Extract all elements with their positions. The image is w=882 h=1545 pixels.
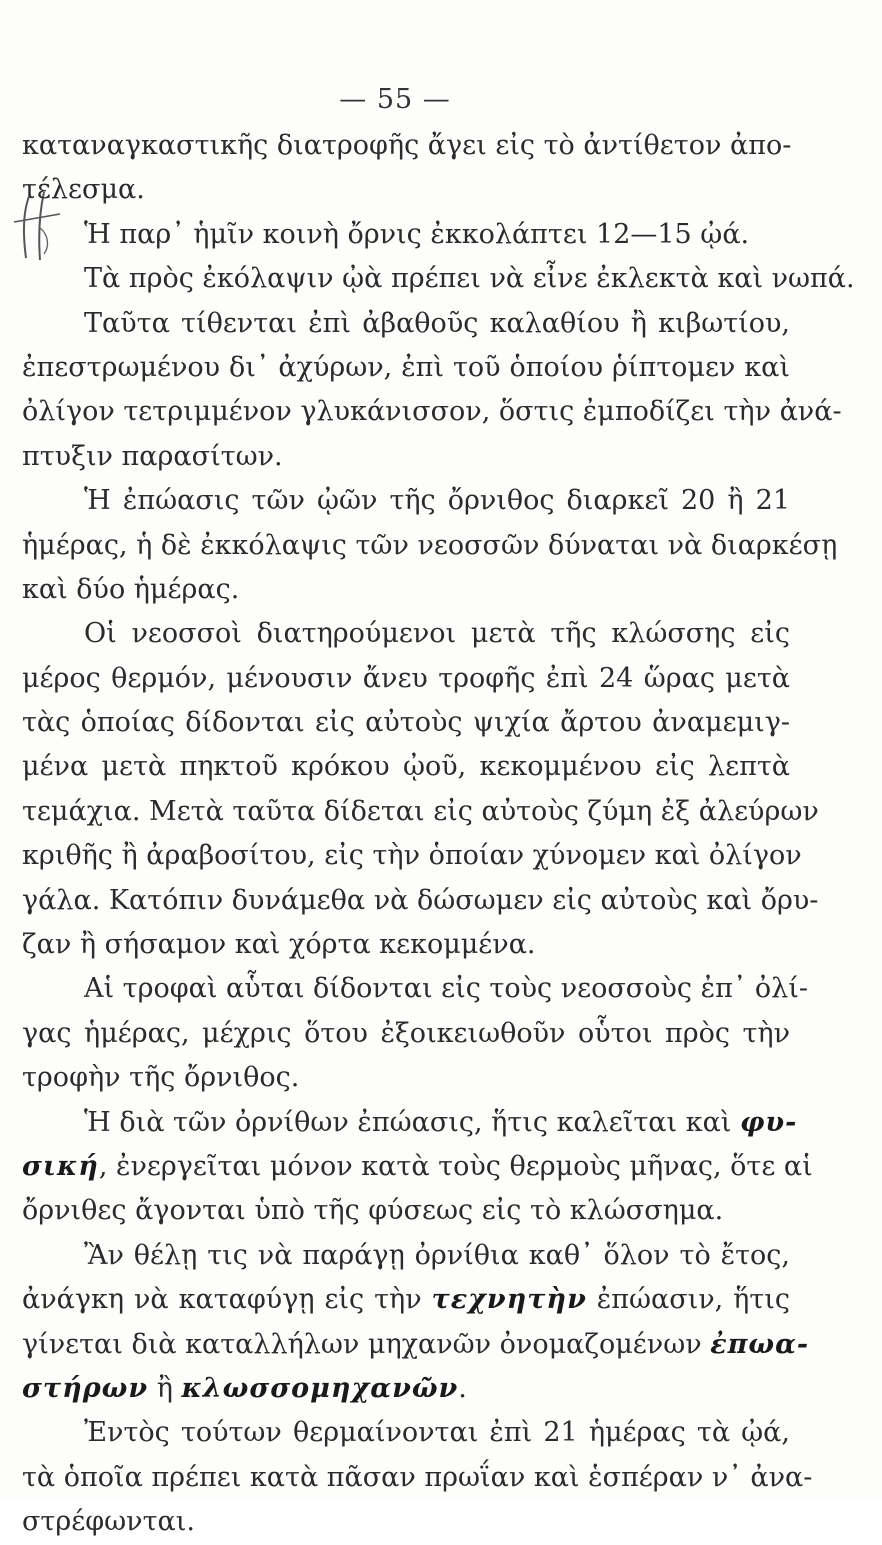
text-line bbox=[22, 701, 790, 745]
emphasized-term: κλωσσομηχανῶν bbox=[181, 1372, 459, 1404]
emphasized-term: ἐπωα- bbox=[710, 1328, 810, 1360]
text-segment: Ἡ παρ᾽ ἡμῖν κοινὴ ὄρνις ἐκκολάπτει 12—15 ᾠά. bbox=[84, 218, 750, 250]
text-segment: Ἐντὸς τούτων θερμαίνονται ἐπὶ 21 ἡμέρας τὰ ᾠά, bbox=[84, 1417, 790, 1449]
text-line bbox=[22, 346, 790, 390]
text-segment: μέρος θερμόν, μένουσιν ἄνευ τροφῆς ἐπὶ 24 ὥρας μετὰ bbox=[22, 662, 790, 694]
text-line bbox=[22, 435, 790, 479]
emphasized-term: σική bbox=[22, 1150, 99, 1182]
emphasized-term: στήρων bbox=[22, 1372, 149, 1404]
text-line bbox=[22, 834, 802, 878]
text-line bbox=[22, 302, 790, 346]
text-segment: γάλα. Κατόπιν δυνάμεθα νὰ δώσωμεν εἰς αὐτοὺς καὶ ὄρυ- bbox=[22, 884, 819, 916]
page-number: — 55 — bbox=[339, 84, 451, 115]
text-segment: ἡμέρας, ἡ δὲ ἐκκόλαψις τῶν νεοσσῶν δύναται νὰ διαρκέσῃ bbox=[22, 529, 838, 561]
text-segment: τέλεσμα. bbox=[22, 174, 145, 206]
text-segment: κριθῆς ἢ ἀραβοσίτου, εἰς τὴν ὁποίαν χύνομεν καὶ ὀλίγον bbox=[22, 840, 802, 872]
text-segment: ὀλίγον τετριμμένον γλυκάνισσον, ὅστις ἐμποδίζει τὴν ἀνά- bbox=[22, 396, 842, 428]
text-line bbox=[22, 923, 790, 967]
text-segment: πτυξιν παρασίτων. bbox=[22, 440, 283, 472]
text-line bbox=[22, 879, 819, 923]
text-segment: τὰ ὁποῖα πρέπει κατὰ πᾶσαν πρωΐαν καὶ ἑσπέραν ν᾽ ἀνα- bbox=[22, 1461, 813, 1493]
emphasized-term: φυ- bbox=[739, 1106, 798, 1138]
text-line bbox=[22, 568, 790, 612]
text-segment: ἀνάγκη νὰ καταφύγῃ εἰς τὴν bbox=[22, 1284, 432, 1316]
text-line bbox=[22, 479, 790, 523]
text-line bbox=[22, 1012, 790, 1056]
text-segment: . bbox=[458, 1372, 467, 1404]
text-line bbox=[22, 967, 809, 1011]
text-segment: καταναγκαστικῆς διατροφῆς ἄγει εἰς τὸ ἀντίθετον ἀπο- bbox=[22, 130, 792, 161]
text-line bbox=[22, 1056, 790, 1100]
text-segment: γας ἡμέρας, μέχρις ὅτου ἐξοικειωθοῦν οὗτοι πρὸς τὴν bbox=[22, 1017, 790, 1049]
text-segment: Οἱ νεοσσοὶ διατηρούμενοι μετὰ τῆς κλώσσης εἰς bbox=[84, 618, 790, 650]
text-line bbox=[22, 213, 790, 257]
text-line bbox=[22, 1145, 813, 1189]
emphasized-term: τεχνητὴν bbox=[431, 1284, 587, 1316]
text-segment: Ἡ ἐπώασις τῶν ᾠῶν τῆς ὄρνιθος διαρκεῖ 20 ἢ 21 bbox=[84, 485, 790, 517]
text-segment: στρέφωνται. bbox=[22, 1506, 195, 1538]
text-line bbox=[22, 257, 855, 301]
text-segment: μένα μετὰ πηκτοῦ κρόκου ᾠοῦ, κεκομμένου εἰς λεπτὰ bbox=[22, 751, 790, 783]
text-line bbox=[22, 124, 790, 168]
text-line bbox=[22, 390, 842, 434]
text-line bbox=[22, 1500, 790, 1544]
text-line bbox=[22, 1323, 810, 1367]
text-segment: ἢ bbox=[148, 1372, 182, 1404]
text-line bbox=[22, 1189, 790, 1233]
text-segment: ζαν ἢ σήσαμον καὶ χόρτα κεκομμένα. bbox=[22, 929, 536, 961]
text-segment: ἐπεστρωμένου δι᾽ ἀχύρων, ἐπὶ τοῦ ὁποίου ῥίπτομεν καὶ bbox=[22, 351, 790, 383]
text-segment: γίνεται διὰ καταλλήλων μηχανῶν ὀνομαζομένων bbox=[22, 1328, 711, 1360]
text-segment: τὰς ὁποίας δίδονται εἰς αὐτοὺς ψιχία ἄρτου ἀναμεμιγ- bbox=[22, 707, 790, 739]
text-segment: , ἐνεργεῖται μόνον κατὰ τοὺς θερμοὺς μῆνας, ὅτε αἱ bbox=[98, 1150, 813, 1182]
text-line bbox=[22, 168, 790, 212]
text-line bbox=[22, 612, 790, 656]
text-line bbox=[22, 1456, 813, 1500]
text-line bbox=[22, 1234, 790, 1278]
text-line bbox=[22, 657, 790, 701]
text-segment: Ταῦτα τίθενται ἐπὶ ἀβαθοῦς καλαθίου ἢ κιβωτίου, bbox=[84, 307, 790, 339]
text-line bbox=[22, 745, 790, 789]
text-segment: ἐπώασιν, ἥτις bbox=[586, 1284, 790, 1316]
text-line bbox=[22, 1101, 798, 1145]
text-line bbox=[22, 790, 819, 834]
text-line bbox=[22, 524, 838, 568]
text-segment: τροφὴν τῆς ὄρνιθος. bbox=[22, 1062, 300, 1094]
text-segment: καὶ δύο ἡμέρας. bbox=[22, 573, 240, 605]
text-line bbox=[22, 1367, 790, 1411]
text-segment: ὄρνιθες ἄγονται ὑπὸ τῆς φύσεως εἰς τὸ κλώσσημα. bbox=[22, 1195, 724, 1227]
body-text bbox=[22, 124, 855, 1545]
text-segment: Ἡ διὰ τῶν ὀρνίθων ἐπώασις, ἥτις καλεῖται καὶ bbox=[84, 1106, 740, 1138]
text-segment: τεμάχια. Μετὰ ταῦτα δίδεται εἰς αὐτοὺς ζύμη ἐξ ἀλεύρων bbox=[22, 795, 819, 827]
text-segment: Αἱ τροφαὶ αὗται δίδονται εἰς τοὺς νεοσσοὺς ἐπ᾽ ὀλί- bbox=[84, 973, 809, 1005]
text-segment: Τὰ πρὸς ἐκόλαψιν ᾠὰ πρέπει νὰ εἶνε ἐκλεκτὰ καὶ νωπά. bbox=[84, 263, 855, 295]
text-line bbox=[22, 1411, 790, 1455]
text-line bbox=[22, 1278, 790, 1322]
text-segment: Ἂν θέλῃ τις νὰ παράγῃ ὀρνίθια καθ᾽ ὅλον τὸ ἔτος, bbox=[84, 1239, 790, 1271]
